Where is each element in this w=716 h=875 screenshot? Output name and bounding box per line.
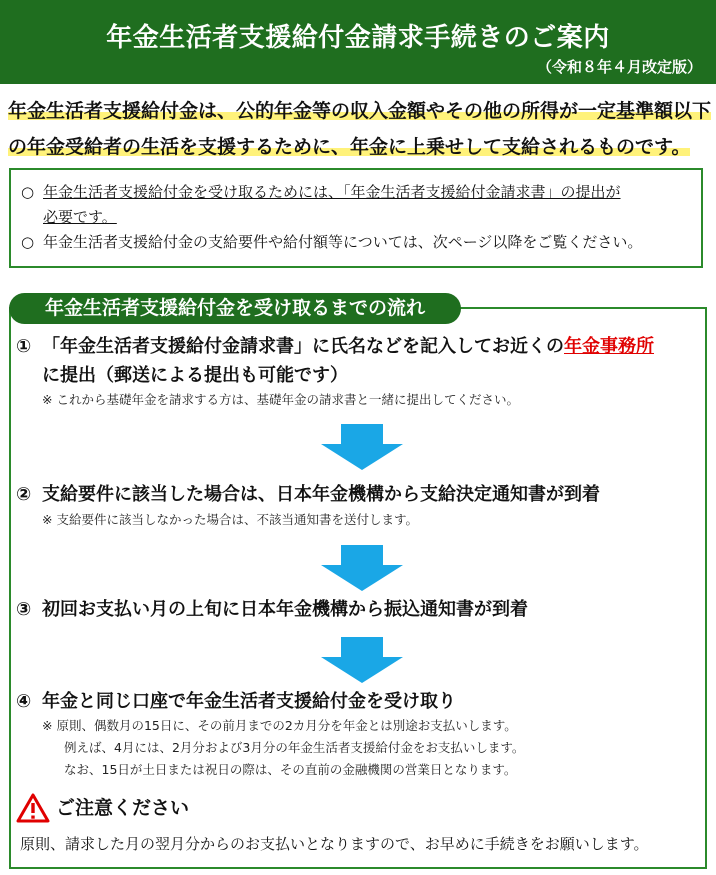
down-arrow-icon [321, 637, 403, 683]
step-2-note: ※ 支給要件に該当しなかった場合は、不該当通知書を送付します。 [42, 512, 418, 527]
circle-bullet-icon: ○ [21, 233, 35, 251]
notice-item-2 [21, 230, 691, 255]
notice-item-1 [21, 180, 691, 230]
caution-title: ご注意ください [56, 797, 190, 819]
step-3 [16, 594, 528, 625]
step-1-note: ※ これから基礎年金を請求する方は、基礎年金の請求書と一緒に提出してください。 [42, 392, 519, 407]
notice-item-1-line-1: 年金生活者支援給付金を受け取るためには、「年金生活者支援給付金請求書」の提出が [43, 183, 621, 201]
intro-line-1: 年金生活者支援給付金は、公的年金等の収入金額やその他の所得が一定基準額以下 [8, 100, 712, 122]
step-2 [16, 479, 600, 510]
step-4-number: ④ [16, 691, 32, 712]
intro-line-2: の年金受給者の生活を支援するために、年金に上乗せして支給されるものです。 [8, 136, 691, 158]
notice-item-1-line-2: 必要です。 [43, 208, 117, 226]
step-2-number: ② [16, 484, 32, 505]
step-4-text: 年金と同じ口座で年金生活者支援給付金を受け取り [42, 691, 456, 712]
step-1 [16, 331, 654, 362]
step-1-line-2: に提出（郵送による提出も可能です） [42, 365, 348, 386]
down-arrow-icon [321, 424, 403, 470]
step-3-number: ③ [16, 599, 32, 620]
notice-box [9, 168, 703, 268]
step-4-note-line-1: ※ 原則、偶数月の15日に、その前月までの2カ月分を年金とは別途お支払いします。 [42, 718, 517, 733]
step-4-note-line-3: なお、15日が土日または祝日の際は、その直前の金融機関の営業日となります。 [64, 762, 517, 777]
notice-item-2-text: 年金生活者支援給付金の支給要件や給付額等については、次ページ以降をご覧ください。 [43, 233, 643, 251]
step-4 [16, 686, 456, 717]
step-3-text: 初回お支払い月の上旬に日本年金機構から振込通知書が到着 [42, 599, 528, 620]
caution-text: 原則、請求した月の翌月分からのお支払いとなりますので、お早めに手続きをお願いします。 [20, 835, 649, 853]
warning-triangle-icon [16, 793, 50, 823]
step-1-text-prefix: 「年金生活者支援給付金請求書」に氏名などを記入してお近くの [42, 336, 564, 357]
step-1-number: ① [16, 336, 32, 357]
intro-text [8, 93, 714, 165]
circle-bullet-icon: ○ [21, 183, 35, 201]
revision-note: （令和８年４月改定版） [536, 58, 702, 76]
step-4-note-line-2: 例えば、4月には、2月分および3月分の年金生活者支援給付金をお支払いします。 [64, 740, 525, 755]
flow-section-title: 年金生活者支援給付金を受け取るまでの流れ [9, 293, 461, 324]
header-banner [0, 0, 716, 84]
step-2-text: 支給要件に該当した場合は、日本年金機構から支給決定通知書が到着 [42, 484, 600, 505]
pension-office-link[interactable]: 年金事務所 [564, 336, 654, 357]
page-title: 年金生活者支援給付金請求手続きのご案内 [106, 23, 610, 53]
down-arrow-icon [321, 545, 403, 591]
